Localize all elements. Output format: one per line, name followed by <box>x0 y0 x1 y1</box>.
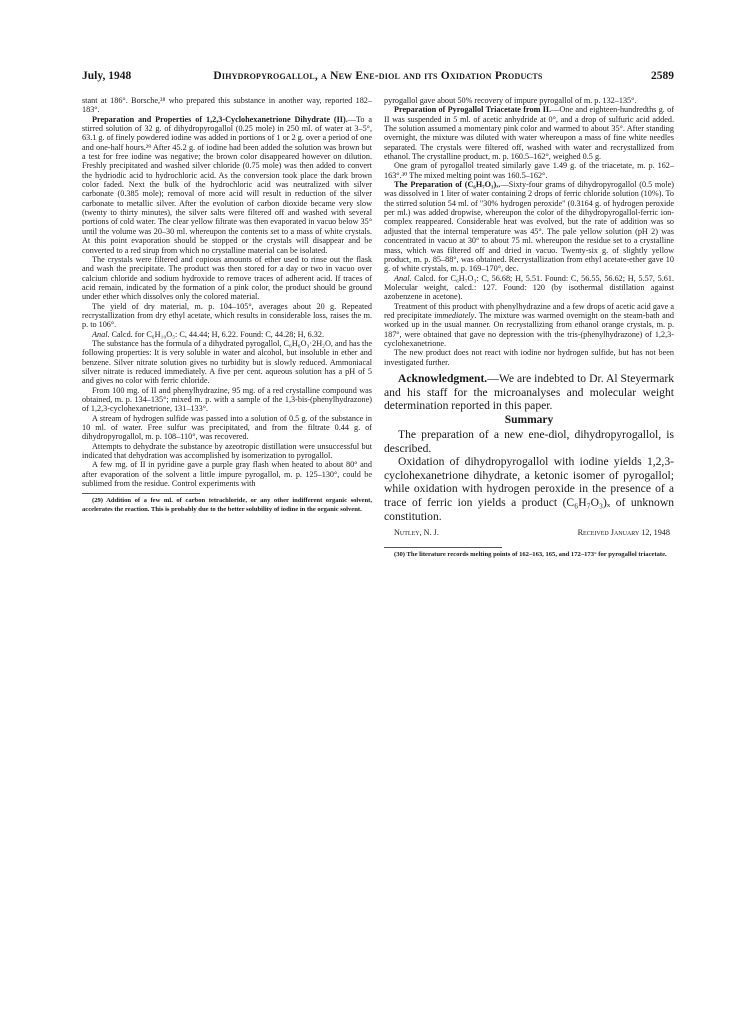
acknowledgment-body: —We are indebted to Dr. Al Steyermark and his staff for the microanalyses and molecular weight determination reported in this paper. <box>384 371 674 413</box>
running-header <box>82 70 674 86</box>
footnote: (29) Addition of a few ml. of carbon tetrachloride, or any other indifferent organic solvent, accelerates the reaction. This is probably due to the better solubility of iodine in the organic solvent. <box>82 497 372 513</box>
signature-line <box>384 528 674 542</box>
paragraph: From 100 mg. of II and phenylhydrazine, 95 mg. of a red crystalline compound was obtained, m. p. 134–135°; mixed m. p. with a sample of the 1,3-bis-(phenylhydrazone) of 1,2,3-cyclohexanetrione, 131–133°. <box>82 385 372 414</box>
section-heading: Preparation and Properties of 1,2,3-Cyclohexanetrione Dihydrate (II). <box>92 114 348 124</box>
footnote-divider <box>384 547 502 548</box>
paragraph: The new product does not react with iodine nor hydrogen sulfide, but has not been investigated further. <box>384 348 674 367</box>
summary-heading: Summary <box>504 413 554 426</box>
analysis-body: Calcd. for C₆H₇O₃: C, 56.68; H, 5.51. Found: C, 56.55, 56.62; H, 5.57, 5.61. Molecular weight, calcd.: 127. Found: 120 (by isothermal distillation against azobenzene in acetone). <box>384 273 675 302</box>
paragraph: pyrogallol gave about 50% recovery of impure pyrogallol of m. p. 132–135°. <box>384 96 637 105</box>
paragraph: The crystals were filtered and copious amounts of ether used to rinse out the flask and wash the precipitate. The product was then stored for a day or two in vacuo over calcium chloride and sodium hydroxide to remove traces of adherent acid. If traces of acid remain, indicated by the formation of a pink color, the product should be ground under ether which dissolves only the colored material. <box>82 254 372 302</box>
section-heading: Preparation of Pyrogallol Triacetate from II. <box>394 105 552 115</box>
paragraph: The substance has the formula of a dihydrated pyrogallol, C₆H₆O₃·2H₂O, and has the following properties: It is very soluble in water and alcohol, but insoluble in ether and benzene. Silver nitrate solution gives no turbidity but is slowly reduced. Ammoniacal silver nitrate is reduced immediately. A five per cent. aqueous solution has a pH of 5 and gives no color with ferric chloride. <box>82 338 372 386</box>
received-date: Received January 12, 1948 <box>577 528 670 538</box>
paragraph: A few mg. of II in pyridine gave a purple gray flash when heated to about 80° and after evaporation of the solvent a little impure pyrogallol, m. p. 125–130°, could be sublimed from the residue. Control experiments with <box>82 460 372 489</box>
footnote: (30) The literature records melting points of 162–163, 165, and 172–173° for pyrogallol triacetate. <box>394 551 667 559</box>
paragraph: Attempts to dehydrate the substance by azeotropic distillation were unsuccessful but indicated that dehydration was accomplished by isomerization to pyrogallol. <box>82 441 372 461</box>
emphasis: immediately <box>434 310 475 320</box>
acknowledgment-heading: Acknowledgment. <box>398 371 488 385</box>
text-run: . The mixture was warmed overnight on the steam-bath and worked up in the usual manner. On recrystallizing from ethanol orange crystals, m. p. 187°, were obtained that gave no depression with the tris-(phenylhydrazone) of 1,2,3-cyclohexanetrione. <box>384 310 674 348</box>
paragraph-body: —Sixty-four grams of dihydropyrogallol (0.5 mole) was dissolved in 1 liter of water containing 2 drops of ferric chloride solution (10%). To the stirred solution 54 ml. of "30% hydrogen peroxide" (0.3164 g. of hydrogen peroxide per ml.) was added dropwise, whereupon the color of the dihydropyrogallol-ferric ion-complex reappeared. Considerable heat was evolved, but the rate of addition was so adjusted that the internal temperature was 45°. The pale yellow solution (pH 2) was concentrated in vacuo at 30° to about 75 ml. whereupon the residue set to a crystalline mass, which was filtered off and dried in vacuo. Twenty-six g. of slightly yellow product, m. p. 85–88°, was obtained. Recrystallization from ethyl acetate-ether gave 10 g. of white crystals, m. p. 169–170°, dec. <box>384 180 674 274</box>
right-column <box>384 96 674 559</box>
page-number: 2589 <box>651 70 674 82</box>
text-run: Treatment of this product with phenylhydrazine and a few drops of acetic acid gave a red precipitate <box>384 301 674 320</box>
section-heading: The Preparation of (C₆H₇O₃)ₓ. <box>394 180 501 190</box>
paragraph: stant at 186°. Borsche,²⁸ who prepared this substance in another way, reported 182–183°. <box>82 96 372 115</box>
paragraph: A stream of hydrogen sulfide was passed into a solution of 0.5 g. of the substance in 10 ml. of water. Free sulfur was precipitated, and from the filtrate 0.44 g. of dihydropyrogallol, m. p. 108–110°, was recovered. <box>82 413 372 442</box>
summary-item: The preparation of a new ene-diol, dihydropyrogallol, is described. <box>384 428 674 455</box>
author-location: Nutley, N. J. <box>394 528 439 538</box>
summary-item: Oxidation of dihydropyrogallol with iodine yields 1,2,3-cyclohexanetrione dihydrate, a ketonic isomer of pyrogallol; while oxidation with hydrogen peroxide in the presence of a trace of ferric ion yields a product (C₆H₇O₃)ₓ of unknown constitution. <box>384 455 674 523</box>
paragraph-body: —One and eighteen-hundredths g. of II was suspended in 5 ml. of acetic anhydride at 0°, and a drop of sulfuric acid added. The solution assumed a momentary pink color and warmed to about 35°. After standing overnight, the mixture was diluted with water whereupon a mass of fine white needles separated. The crystals were filtered off, washed with water and recrystallized from ethanol. The crystalline product, m. p. 160.5–162°, weighed 0.5 g. <box>384 105 674 162</box>
analysis-paragraph <box>384 274 674 302</box>
header-title: Dihydropyrogallol, a New Ene-diol and its Oxidation Products <box>213 70 543 82</box>
paragraph: The yield of dry material, m. p. 104–105°, averages about 20 g. Repeated recrystallization from dry ethyl acetate, which results in considerable loss, raises the m. p. to 106°. <box>82 301 372 330</box>
section-paragraph <box>384 105 674 161</box>
footnote-divider <box>82 493 200 494</box>
acknowledgment-paragraph <box>384 372 674 413</box>
header-date: July, 1948 <box>82 70 132 82</box>
analysis-label: Anal. <box>92 329 110 339</box>
section-paragraph <box>384 180 674 273</box>
section-paragraph <box>82 115 372 255</box>
analysis-body: Calcd. for C₆H₁₀O₅: C, 44.44; H, 6.22. Found: C, 44.28; H, 6.32. <box>111 329 325 339</box>
analysis-label: Anal. <box>394 273 412 283</box>
left-column <box>82 96 372 514</box>
paragraph-body: —To a stirred solution of 32 g. of dihydropyrogallol (0.25 mole) in 250 ml. of water at 3–5°, 63.1 g. of finely powdered iodine was added in portions of 1 or 2 g. over a period of one and one-half hours.²⁹ After 45.2 g. of iodine had been added the solution was brown but a test for free iodine was negative; the brown color disappeared however on dilution. Freshly precipitated and washed silver chloride (0.75 mole) was then added to convert the hydriodic acid to hydrochloric acid. As the conversion took place the dark brown color faded. Next the bulk of the hydrochloric acid was neutralized with silver carbonate (0.385 mole); removal of more acid will result in reduction of the silver carbonate to metallic silver. After the evolution of carbon dioxide became very slow (twenty to thirty minutes), the silver salts were filtered off and washed with several portions of cold water. The clear yellow filtrate was then evaporated in vacuo below 35° until the volume was 20–30 ml. whereupon the contents set to a mass of white crystals. At this point evaporation should be stopped or the crystals will disappear and be converted to a red sirup from which no crystalline material can be isolated. <box>82 114 372 255</box>
analysis-paragraph <box>82 330 372 339</box>
paragraph <box>384 302 674 349</box>
paragraph: One gram of pyrogallol treated similarly gave 1.49 g. of the triacetate, m. p. 162–163°.³⁰ The mixed melting point was 160.5–162°. <box>384 161 674 180</box>
